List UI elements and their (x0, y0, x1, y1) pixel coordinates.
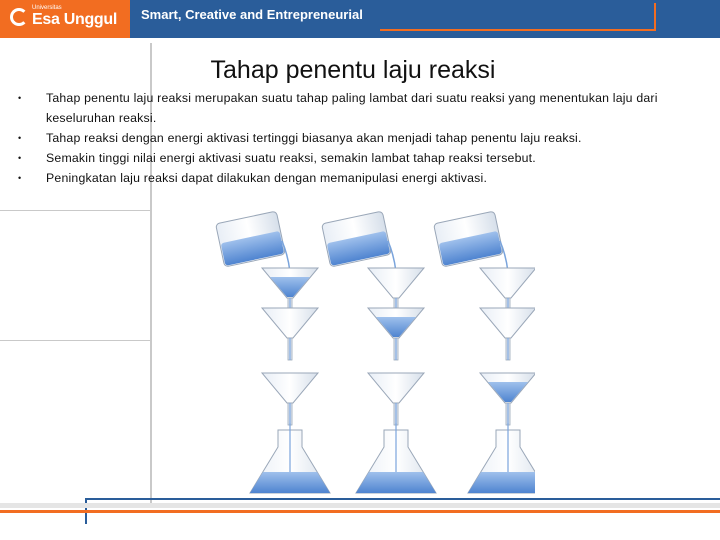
tagline: Smart, Creative and Entrepreneurial (141, 7, 363, 22)
bullet-list (18, 88, 708, 188)
beaker-icon (434, 211, 504, 267)
slide-title: Tahap penentu laju reaksi (210, 56, 496, 84)
bullet-dot-icon: • (18, 133, 22, 143)
bullet-item (18, 148, 708, 168)
background-line (0, 210, 150, 211)
bullet-text: Tahap penentu laju reaksi merupakan suatu tahap paling lambat dari suatu reaksi yang menentukan laju dari keseluruhan reaksi. (46, 91, 658, 125)
footer-bar (0, 503, 720, 508)
flask-icon (250, 423, 330, 493)
funnel-icon (368, 308, 424, 360)
apparatus-column (434, 211, 535, 493)
header-divider (0, 38, 720, 43)
logo-name: Esa Unggul (32, 11, 118, 28)
logo-subtext: Universitas (32, 5, 62, 11)
beaker-icon (322, 211, 392, 267)
funnel-icon (262, 373, 318, 425)
bullet-text: Semakin tinggi nilai energi aktivasi suatu reaksi, semakin lambat tahap reaksi tersebut. (46, 151, 536, 165)
header-bar (0, 0, 720, 38)
logo (0, 0, 130, 38)
bullet-text: Tahap reaksi dengan energi aktivasi tertinggi biasanya akan menjadi tahap penentu laju reaksi. (46, 131, 582, 145)
funnel-icon (480, 308, 535, 360)
funnel-diagram (204, 205, 535, 500)
funnel-icon (480, 373, 535, 425)
flask-icon (468, 423, 535, 493)
footer-accent-line (0, 510, 720, 513)
header-decoration (380, 3, 656, 31)
flask-icon (356, 423, 436, 493)
beaker-icon (216, 211, 286, 267)
bullet-item (18, 128, 708, 148)
bullet-dot-icon: • (18, 173, 22, 183)
bullet-text: Peningkatan laju reaksi dapat dilakukan dengan memanipulasi energi aktivasi. (46, 171, 488, 185)
background-line (0, 340, 150, 341)
bullet-item (18, 168, 708, 188)
bullet-item (18, 88, 708, 128)
bullet-dot-icon: • (18, 93, 22, 103)
funnel-icon (262, 308, 318, 360)
apparatus-column (322, 211, 436, 493)
funnel-illustration (204, 205, 535, 500)
apparatus-column (216, 211, 330, 493)
logo-mark-icon (10, 8, 28, 26)
bullet-dot-icon: • (18, 153, 22, 163)
funnel-icon (368, 373, 424, 425)
